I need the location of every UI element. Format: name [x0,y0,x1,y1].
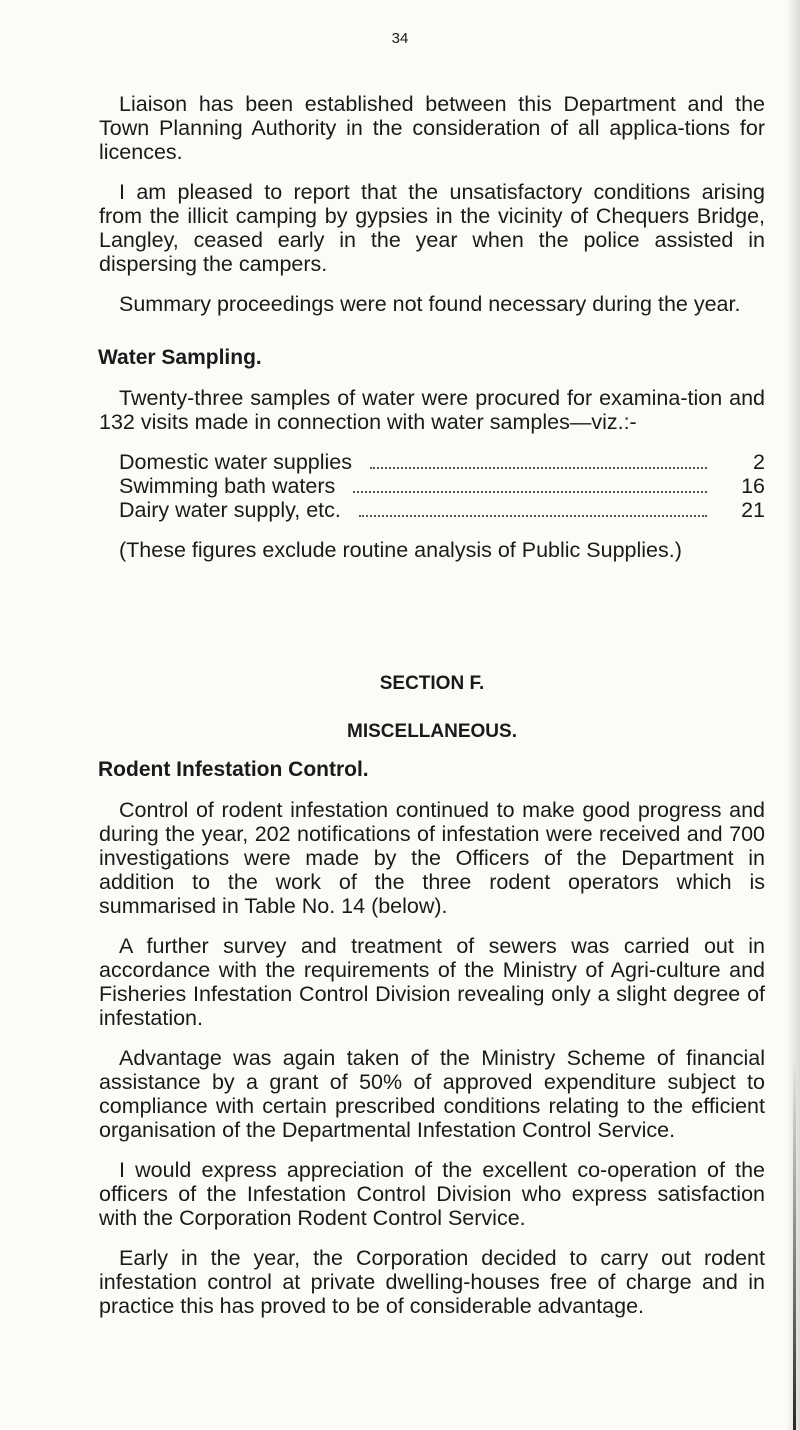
list-item [119,450,765,474]
page-number: 34 [391,30,409,47]
list-item-value: 16 [741,474,765,498]
leader-dots [359,501,707,517]
list-item-label: Domestic water supplies [119,450,353,474]
paragraph-gypsies: I am pleased to report that the unsatisfactory conditions arising from the illicit camping by gypsies in the vicinity of Chequers Bridge, Langley, ceased early in the year when the police assisted in dispersing the campers. [99,180,765,276]
list-item [119,498,765,522]
section-spacer [99,578,765,672]
paragraph-water-note: (These figures exclude routine analysis of Public Supplies.) [119,538,682,562]
leader-dots [353,477,707,493]
list-item-value: 21 [741,498,765,522]
paragraph-appreciation: I would express appreciation of the excellent co-operation of the officers of the Infestation Control Division who express satisfaction with the Corporation Rodent Control Service. [99,1158,765,1230]
heading-water-sampling: Water Sampling. [98,346,262,369]
page-content [99,92,765,1334]
paragraph-water-intro: Twenty-three samples of water were procured for examina-tion and 132 visits made in connection with water samples—viz.:- [99,386,765,434]
paragraph-ministry-scheme: Advantage was again taken of the Ministry Scheme of financial assistance by a grant of 50% of approved expenditure subject to compliance with certain prescribed conditions relating to the efficient organisation of the Departmental Infestation Control Service. [99,1046,765,1142]
section-subtitle: MISCELLANEOUS. [347,721,517,742]
leader-dots [370,453,707,469]
paragraph-town-planning: Liaison has been established between this Department and the Town Planning Authority in the consideration of all applica-tions for licences. [99,92,765,164]
paragraph-free-of-charge: Early in the year, the Corporation decided to carry out rodent infestation control at private dwelling-houses free of charge and in practice this has proved to be of considerable advantage. [99,1246,765,1318]
water-samples-list [119,450,765,522]
paragraph-sewers-survey: A further survey and treatment of sewers was carried out in accordance with the requirements of the Ministry of Agri-culture and Fisheries Infestation Control Division revealing only a slight degree of infestation. [99,934,765,1030]
list-item-label: Dairy water supply, etc. [119,498,341,522]
list-item-value: 2 [753,450,765,474]
list-item [119,474,765,498]
page-edge-line [793,1060,796,1430]
list-item-label: Swimming bath waters [119,474,336,498]
section-title: SECTION F. [379,673,485,694]
heading-rodent-control: Rodent Infestation Control. [98,758,369,781]
paragraph-rodent-progress: Control of rodent infestation continued to make good progress and during the year, 202 notifications of infestation were received and 700 investigations were made by the Officers of the Department in addition to the work of the three rodent operators which is summarised in Table No. 14 (below). [99,798,765,918]
paragraph-summary-proceedings: Summary proceedings were not found necessary during the year. [119,292,741,316]
